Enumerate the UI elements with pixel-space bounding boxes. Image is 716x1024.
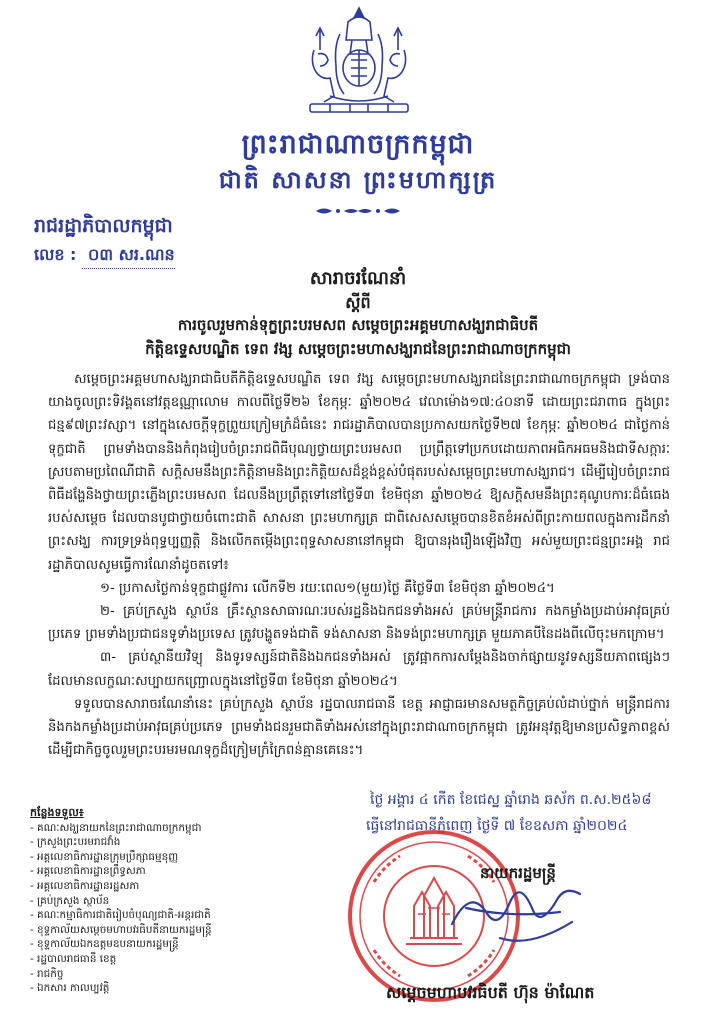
document-type: សារាចរណែនាំ (309, 268, 407, 289)
document-number-label: លេខ : (34, 245, 77, 264)
document-number-value: ០៣ សរ.ណន (82, 244, 175, 269)
document-body (48, 368, 670, 762)
body-intro: សម្តេចព្រះអគ្គមហាសង្ឃរាជាធិបតីកិត្តិឧទ្ទេសបណ្ឌិត ទេព វង្ស សម្តេចព្រះមហាសង្ឃរាជនៃព្រះរាជាណាចក្រកម្ពុជា ទ្រង់បានយាងចូលព្រះទិវង្គតនៅវត្តឧណ្ណាលោម កាលពីថ្ងៃទី២៦ ខែកុម្ភៈ ឆ្នាំ២០២៤ វេលាម៉ោង១៧:៤០នាទី ដោយព្រះជរាពាធ ក្នុងព្រះជន្ម៩៧ព្រះវស្សា។ នៅក្នុងសេចក្តីទុក្ខព្រួយក្រៀមក្រំដ៏ធំនេះ រាជរដ្ឋាភិបាលបានប្រកាសយកថ្ងៃទី២៧ ខែកុម្ភៈ ឆ្នាំ២០២៤ ជាថ្ងៃកាន់ទុក្ខជាតិ ព្រមទាំងបាននិងកំពុងរៀបចំព្រះរាជពិធីបុណ្យថ្វាយព្រះបរមសព ប្រព្រឹត្តទៅប្រកបដោយភាពអធិកអធមនិងជាទីសក្ការៈ ស្របតាមប្រពៃណីជាតិ សក្តិសមនឹងព្រះកិត្តិនាមនិងព្រះកិត្តិយសដ៏ខ្ពង់ខ្ពស់បំផុតរបស់សម្តេចព្រះមហាសង្ឃរាជ។ ដើម្បីរៀបចំព្រះរាជពិធីដង្ហែនិងថ្វាយព្រះភ្លើងព្រះបរមសព ដែលនឹងប្រព្រឹត្តទៅនៅថ្ងៃទី៣ ខែមិថុនា ឆ្នាំ២០២៤ ឱ្យសក្តិសមនឹងព្រះគុណូបការៈដ៏ធំធេងរបស់សម្តេច ដែលបានបូជាថ្វាយចំពោះជាតិ សាសនា ព្រះមហាក្សត្រ ជាពិសេសសម្តេចបានខិតខំអស់ពីព្រះកាយពលក្នុងការដឹកនាំព្រះសង្ឃ ការទ្រទ្រង់ពុទ្ធប្បញ្ញត្តិ និងលើកតម្កើងព្រះពុទ្ធសាសនានៅកម្ពុជា ឱ្យបានរុងរឿងឡើងវិញ អស់មួយព្រះជន្មព្រះអង្គ រាជរដ្ឋាភិបាលសូមធ្វើការណែនាំដូចតទៅ៖ (48, 372, 670, 573)
issuing-government: រាជរដ្ឋាភិបាលកម្ពុជា (34, 215, 173, 237)
list-item: - គ្រប់ក្រសួង ស្ថាប័ន (30, 894, 110, 907)
body-closing: ទទួលបានសារាចរណែនាំនេះ គ្រប់ក្រសួង ស្ថាប័ន រដ្ឋបាលរាជធានី ខេត្ត អាជ្ញាធរមានសមត្ថកិច្ចគ្រប់លំដាប់ថ្នាក់ មន្ត្រីរាជការ និងកងកម្លាំងប្រដាប់អាវុធគ្រប់ប្រភេទ ព្រមទាំងជនរួមជាតិទាំងអស់នៅក្នុងព្រះរាជាណាចក្រកម្ពុជា ត្រូវអនុវត្តឱ្យមានប្រសិទ្ធភាពខ្ពស់ ដើម្បីជាកិច្ចចូលរួមព្រះបរមរមណទុក្ខដ៏ក្រៀមក្រំក្រៃពន់គ្មានគេនេះ។ (48, 696, 670, 759)
list-item: - អគ្គលេខាធិការដ្ឋានរដ្ឋសភា (30, 879, 140, 892)
list-item: - រាជកិច្ច (30, 967, 64, 980)
subject-line-2: កិត្តិឧទ្ទេសបណ្ឌិត ទេព វង្ស សម្តេចព្រះមហាសង្ឃរាជនៃព្រះរាជាណាចក្រកម្ពុជា (145, 340, 571, 358)
body-item-3: ៣- គ្រប់ស្ថានីយវិទ្យុ និងទូរទស្សន៍ជាតិនិងឯកជនទាំងអស់ ត្រូវផ្អាកការសម្តែងនិងចាក់ផ្សាយនូវទស្សនីយភាពផ្សេងៗដែលមានលក្ខណៈសប្បាយកញ្ជ្រោលក្នុងនៅថ្ងៃទី៣ ខែមិថុនា ឆ្នាំ២០២៤។ (48, 650, 670, 689)
list-item: - គណៈកម្មាធិការជាតិរៀបចំបុណ្យជាតិ-អន្តរជាតិ (30, 909, 211, 922)
list-item: - គណៈសង្ឃនាយកនៃព្រះរាជាណាចក្រកម្ពុជា (30, 821, 202, 834)
list-item: - ខុទ្ទកាល័យឯកឧត្តមឧបនាយករដ្ឋមន្ត្រី (30, 938, 179, 951)
subject-label: ស្តីពី (345, 293, 371, 312)
body-item-1: ១- ប្រកាសថ្ងៃកាន់ទុក្ខជាផ្លូវការ លើកទី២ រយៈពេល១(មួយ)ថ្ងៃ គឺថ្ងៃទី៣ ខែមិថុនា ឆ្នាំ២០២៤។ (100, 580, 555, 596)
signatory-title: នាយករដ្ឋមន្ត្រី (480, 864, 556, 882)
list-item: - អគ្គលេខាធិការដ្ឋានក្រុមប្រឹក្សាធម្មនុញ្ញ (30, 850, 179, 863)
recipients-list (30, 806, 330, 996)
body-item-2: ២- គ្រប់ក្រសួង ស្ថាប័ន គ្រឹះស្ថានសាធារណៈរបស់រដ្ឋនិងឯកជនទាំងអស់ គ្រប់មន្ត្រីរាជការ កងកម្លាំងប្រដាប់អាវុធគ្រប់ប្រភេទ ព្រមទាំងប្រជាជនទូទាំងប្រទេស ត្រូវបង្ហូតទង់ជាតិ ទង់សាសនា និងទង់ព្រះមហាក្សត្រ មួយភាគបីនៃដងពីលើចុះមកក្រោម។ (48, 604, 670, 643)
national-motto: ជាតិ សាសនា ព្រះមហាក្សត្រ (218, 166, 498, 194)
list-item: - ឯកសារ កាលប្បវត្តិ (30, 982, 110, 995)
subject-line-1: ការចូលរួមកាន់ទុក្ខព្រះបរមសព សម្តេចព្រះអគ្គមហាសង្ឃរាជាធិបតី (177, 316, 539, 334)
list-item: - ក្រសួងព្រះបរមរាជវាំង (30, 836, 121, 849)
kingdom-title: ព្រះរាជាណាចក្រកម្ពុជា (241, 129, 475, 160)
list-item: - ខុទ្ទកាល័យសម្តេចមហាបវរធិបតីនាយករដ្ឋមន្ត្រី (30, 923, 212, 936)
recipients-title: កន្លែងទទួល៖ (30, 806, 84, 819)
list-item: - រដ្ឋបាលរាជធានី ខេត្ត (30, 952, 117, 965)
ornament-divider-icon (314, 204, 402, 218)
lunar-date: ថ្ងៃ អង្គារ ៤ កើត ខែជេស្ឋ ឆ្នាំរោង ឆស័ក ព.ស.២៥៦៨ (370, 792, 652, 808)
signatory-name: សម្តេចមហាបវរធិបតី ហ៊ុន ម៉ាណែត (386, 983, 595, 1002)
list-item: - អគ្គលេខាធិការដ្ឋានព្រឹទ្ធសភា (30, 865, 146, 878)
issue-date: ធ្វើនៅរាជធានីភ្នំពេញ ថ្ងៃទី ៧ ខែឧសភា ឆ្នាំ២០២៤ (366, 818, 628, 834)
royal-emblem-icon (300, 6, 418, 118)
